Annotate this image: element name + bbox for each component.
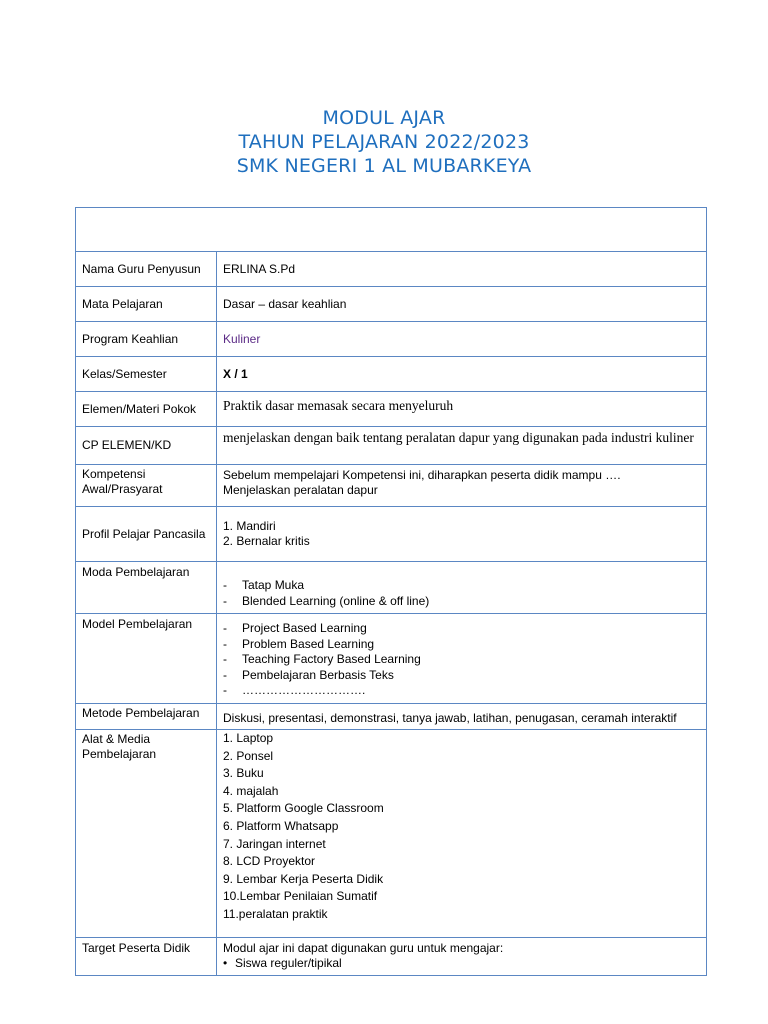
- label-guru: Nama Guru Penyusun: [76, 252, 217, 287]
- list-item: 4. majalah: [223, 783, 279, 798]
- table-row: [76, 614, 707, 704]
- list-item: 6. Platform Whatsapp: [223, 818, 339, 833]
- value-guru: ERLINA S.Pd: [217, 252, 707, 287]
- list-item: - Blended Learning (online & off line): [223, 594, 700, 610]
- kompetensi-line2: Menjelaskan peralatan dapur: [223, 483, 378, 497]
- moda-list: [223, 578, 700, 609]
- label-mapel: Mata Pelajaran: [76, 287, 217, 322]
- list-item: 10.Lembar Penilaian Sumatif: [223, 889, 378, 904]
- value-kelas: X / 1: [217, 357, 707, 392]
- empty-cell: [76, 208, 707, 252]
- list-item: 1. Mandiri: [223, 519, 276, 533]
- list-item: - Problem Based Learning: [223, 637, 700, 653]
- table-row: [76, 427, 707, 465]
- list-item: 8. LCD Proyektor: [223, 854, 316, 869]
- label-kompetensi-line2: Awal/Prasyarat: [82, 482, 163, 496]
- value-elemen: Praktik dasar memasak secara menyeluruh: [217, 392, 707, 427]
- table-row: [76, 562, 707, 614]
- list-item: 3. Buku: [223, 766, 264, 781]
- title-line-1: MODUL AJAR: [322, 107, 446, 129]
- list-item: 11.peralatan praktik: [223, 906, 328, 921]
- table-row: [76, 322, 707, 357]
- label-cp: CP ELEMEN/KD: [76, 427, 217, 465]
- value-model: [217, 614, 707, 704]
- label-model: Model Pembelajaran: [76, 614, 217, 704]
- kompetensi-line1: Sebelum mempelajari Kompetensi ini, diharapkan peserta didik mampu ….: [223, 468, 621, 482]
- label-kelas: Kelas/Semester: [76, 357, 217, 392]
- label-kompetensi: [76, 465, 217, 507]
- list-item: - ………………………….: [223, 683, 700, 699]
- module-info-table: [75, 207, 707, 976]
- value-alat: [217, 730, 707, 938]
- list-item: - Teaching Factory Based Learning: [223, 652, 700, 668]
- value-cp: menjelaskan dengan baik tentang peralatan dapur yang digunakan pada industri kuliner: [217, 427, 707, 465]
- list-item: 2. Bernalar kritis: [223, 534, 310, 548]
- list-item: - Pembelajaran Berbasis Teks: [223, 668, 700, 684]
- model-list: [223, 621, 700, 699]
- label-moda: Moda Pembelajaran: [76, 562, 217, 614]
- value-program: Kuliner: [217, 322, 707, 357]
- value-target: [217, 938, 707, 976]
- list-item: 7. Jaringan internet: [223, 836, 326, 851]
- value-mapel: Dasar – dasar keahlian: [217, 287, 707, 322]
- value-kompetensi: [217, 465, 707, 507]
- alat-list: [223, 730, 700, 924]
- table-row: [76, 392, 707, 427]
- empty-header-row: [76, 208, 707, 252]
- label-elemen: Elemen/Materi Pokok: [76, 392, 217, 427]
- list-item: 9. Lembar Kerja Peserta Didik: [223, 871, 384, 886]
- table-row: [76, 252, 707, 287]
- target-list: [223, 956, 700, 971]
- value-profil: [217, 507, 707, 562]
- list-item: 5. Platform Google Classroom: [223, 801, 384, 816]
- label-kompetensi-line1: Kompetensi: [82, 467, 146, 481]
- table-row: [76, 465, 707, 507]
- table-row: [76, 938, 707, 976]
- label-program: Program Keahlian: [76, 322, 217, 357]
- list-item: 2. Ponsel: [223, 748, 274, 763]
- target-line1: Modul ajar ini dapat digunakan guru untuk mengajar:: [223, 941, 504, 955]
- value-moda: [217, 562, 707, 614]
- title-line-3: SMK NEGERI 1 AL MUBARKEYA: [236, 155, 532, 177]
- label-profil: Profil Pelajar Pancasila: [76, 507, 217, 562]
- list-item: • Siswa reguler/tipikal: [223, 956, 700, 971]
- value-metode: Diskusi, presentasi, demonstrasi, tanya jawab, latihan, penugasan, ceramah interaktif: [217, 704, 707, 730]
- label-alat-line1: Alat & Media: [82, 732, 151, 746]
- title-line-2: TAHUN PELAJARAN 2022/2023: [238, 131, 530, 153]
- document-title: [0, 106, 768, 178]
- list-item: - Tatap Muka: [223, 578, 700, 594]
- label-alat: [76, 730, 217, 938]
- table-row: [76, 730, 707, 938]
- label-alat-line2: Pembelajaran: [82, 747, 157, 761]
- label-target: Target Peserta Didik: [76, 938, 217, 976]
- table-row: [76, 704, 707, 730]
- table-row: [76, 507, 707, 562]
- table-row: [76, 357, 707, 392]
- table-row: [76, 287, 707, 322]
- label-metode: Metode Pembelajaran: [76, 704, 217, 730]
- list-item: 1. Laptop: [223, 731, 274, 745]
- list-item: - Project Based Learning: [223, 621, 700, 637]
